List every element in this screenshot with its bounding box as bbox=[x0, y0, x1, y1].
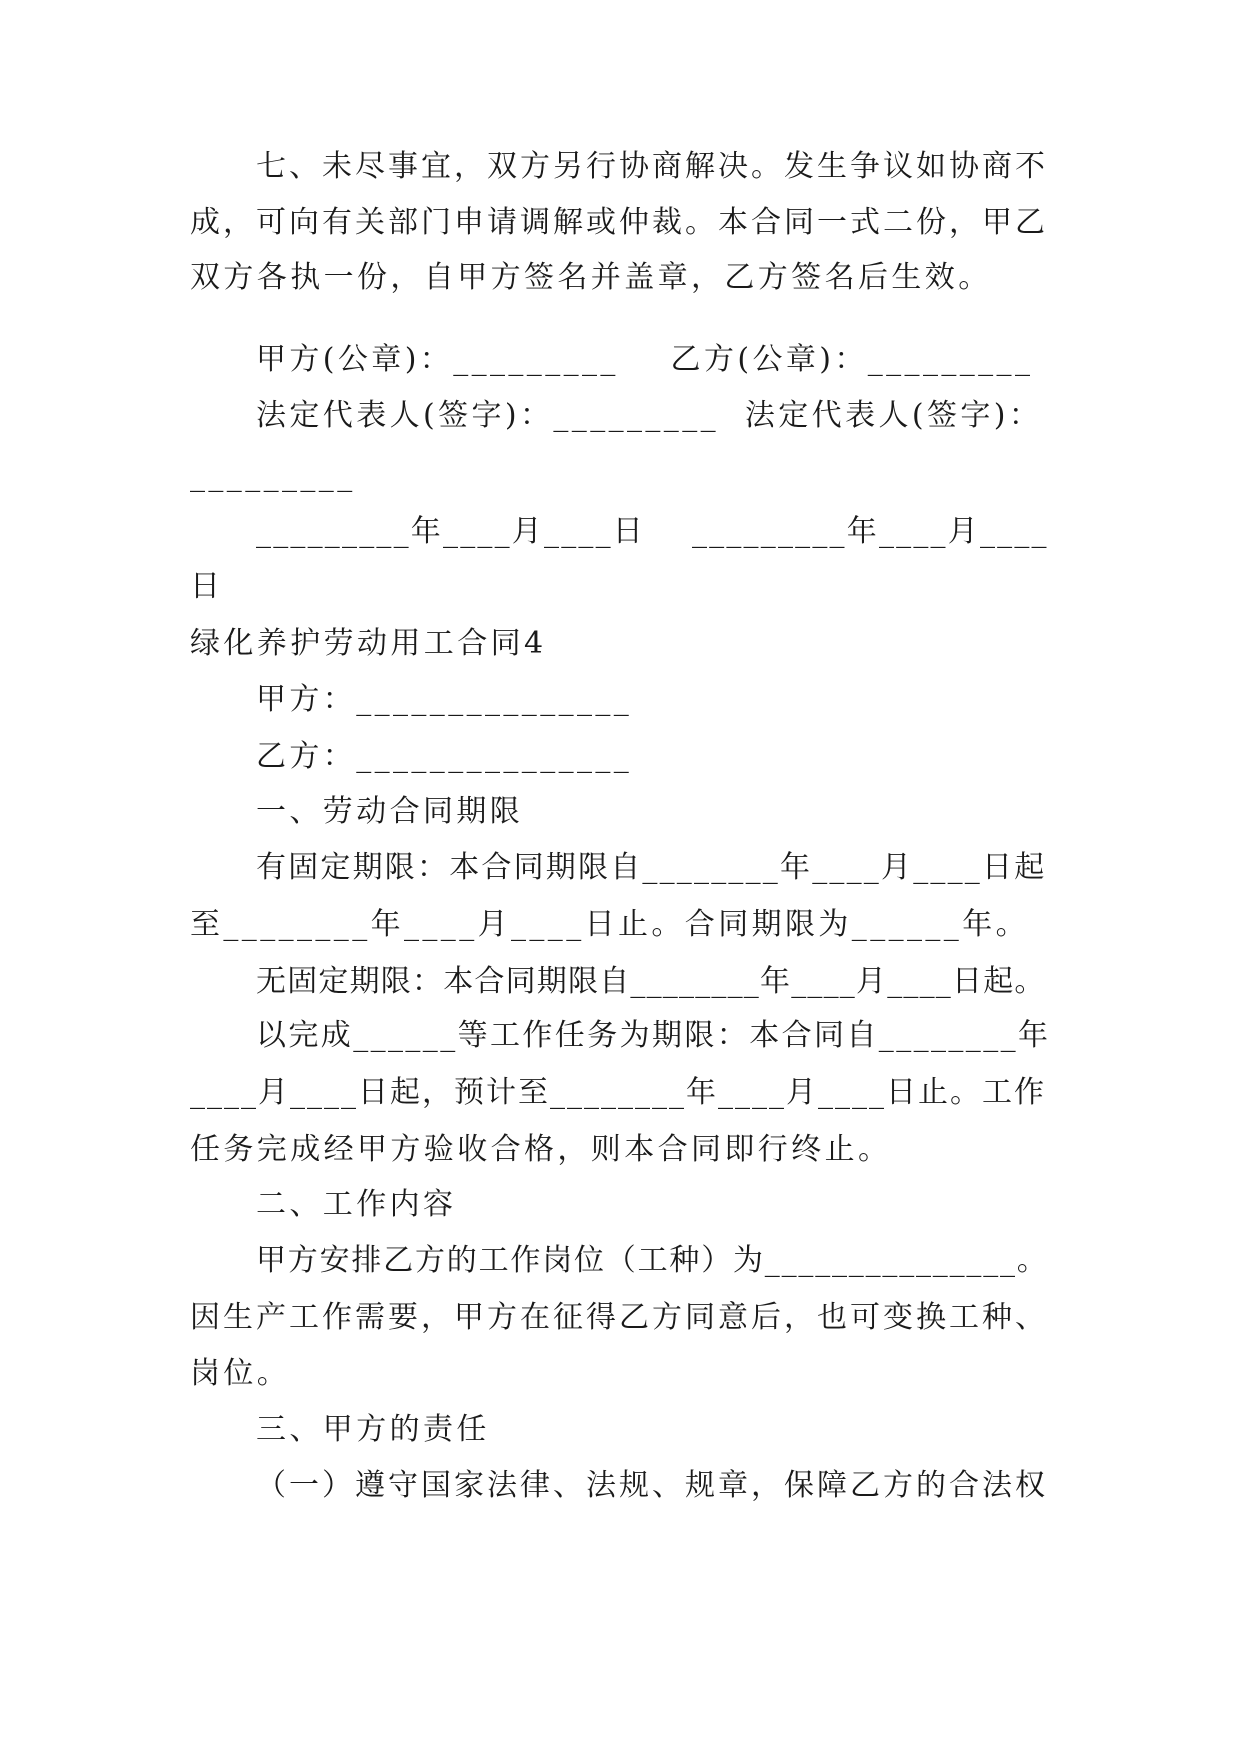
contract-title: 绿化养护劳动用工合同4 bbox=[190, 626, 547, 661]
paragraph-line: 岗位。 bbox=[190, 1356, 291, 1391]
paragraph-line: ____月____日起，预计至________年____月____日止。工作 bbox=[190, 1075, 1046, 1110]
section-heading: 三、甲方的责任 bbox=[256, 1412, 490, 1447]
signature-blank: _________ bbox=[190, 458, 356, 493]
paragraph-line: 无固定期限：本合同期限自________年____月____日起。 bbox=[256, 964, 1046, 999]
paragraph-line: 成，可向有关部门申请调解或仲裁。本合同一式二份，甲乙 bbox=[190, 205, 1048, 240]
party-b-line: 乙方：_______________ bbox=[256, 739, 633, 774]
paragraph-line: 七、未尽事宜，双方另行协商解决。发生争议如协商不 bbox=[256, 149, 1048, 184]
paragraph-line: 甲方安排乙方的工作岗位（工种）为_______________。 bbox=[256, 1243, 1049, 1278]
paragraph-line: 双方各执一份，自甲方签名并盖章，乙方签名后生效。 bbox=[190, 260, 992, 295]
paragraph-line: 至________年____月____日止。合同期限为______年。 bbox=[190, 907, 1029, 942]
party-a-line: 甲方：_______________ bbox=[256, 682, 633, 717]
paragraph-line: 任务完成经甲方验收合格，则本合同即行终止。 bbox=[190, 1132, 892, 1167]
paragraph-line: （一）遵守国家法律、法规、规章，保障乙方的合法权 bbox=[256, 1468, 1048, 1503]
paragraph-line: 因生产工作需要，甲方在征得乙方同意后，也可变换工种、 bbox=[190, 1300, 1048, 1335]
signature-line-seal: 甲方(公章)：_________ 乙方(公章)：_________ bbox=[256, 342, 1034, 377]
date-line: _________年____月____日 _________年____月____ bbox=[256, 514, 1049, 549]
paragraph-line: 以完成______等工作任务为期限：本合同自________年 bbox=[256, 1018, 1051, 1053]
signature-line-representative: 法定代表人(签字)：_________ 法定代表人(签字)： bbox=[256, 398, 1043, 433]
section-heading: 一、劳动合同期限 bbox=[256, 794, 524, 829]
date-line-end: 日 bbox=[190, 569, 224, 604]
section-heading: 二、工作内容 bbox=[256, 1187, 457, 1222]
paragraph-line: 有固定期限：本合同期限自________年____月____日起 bbox=[256, 850, 1047, 885]
